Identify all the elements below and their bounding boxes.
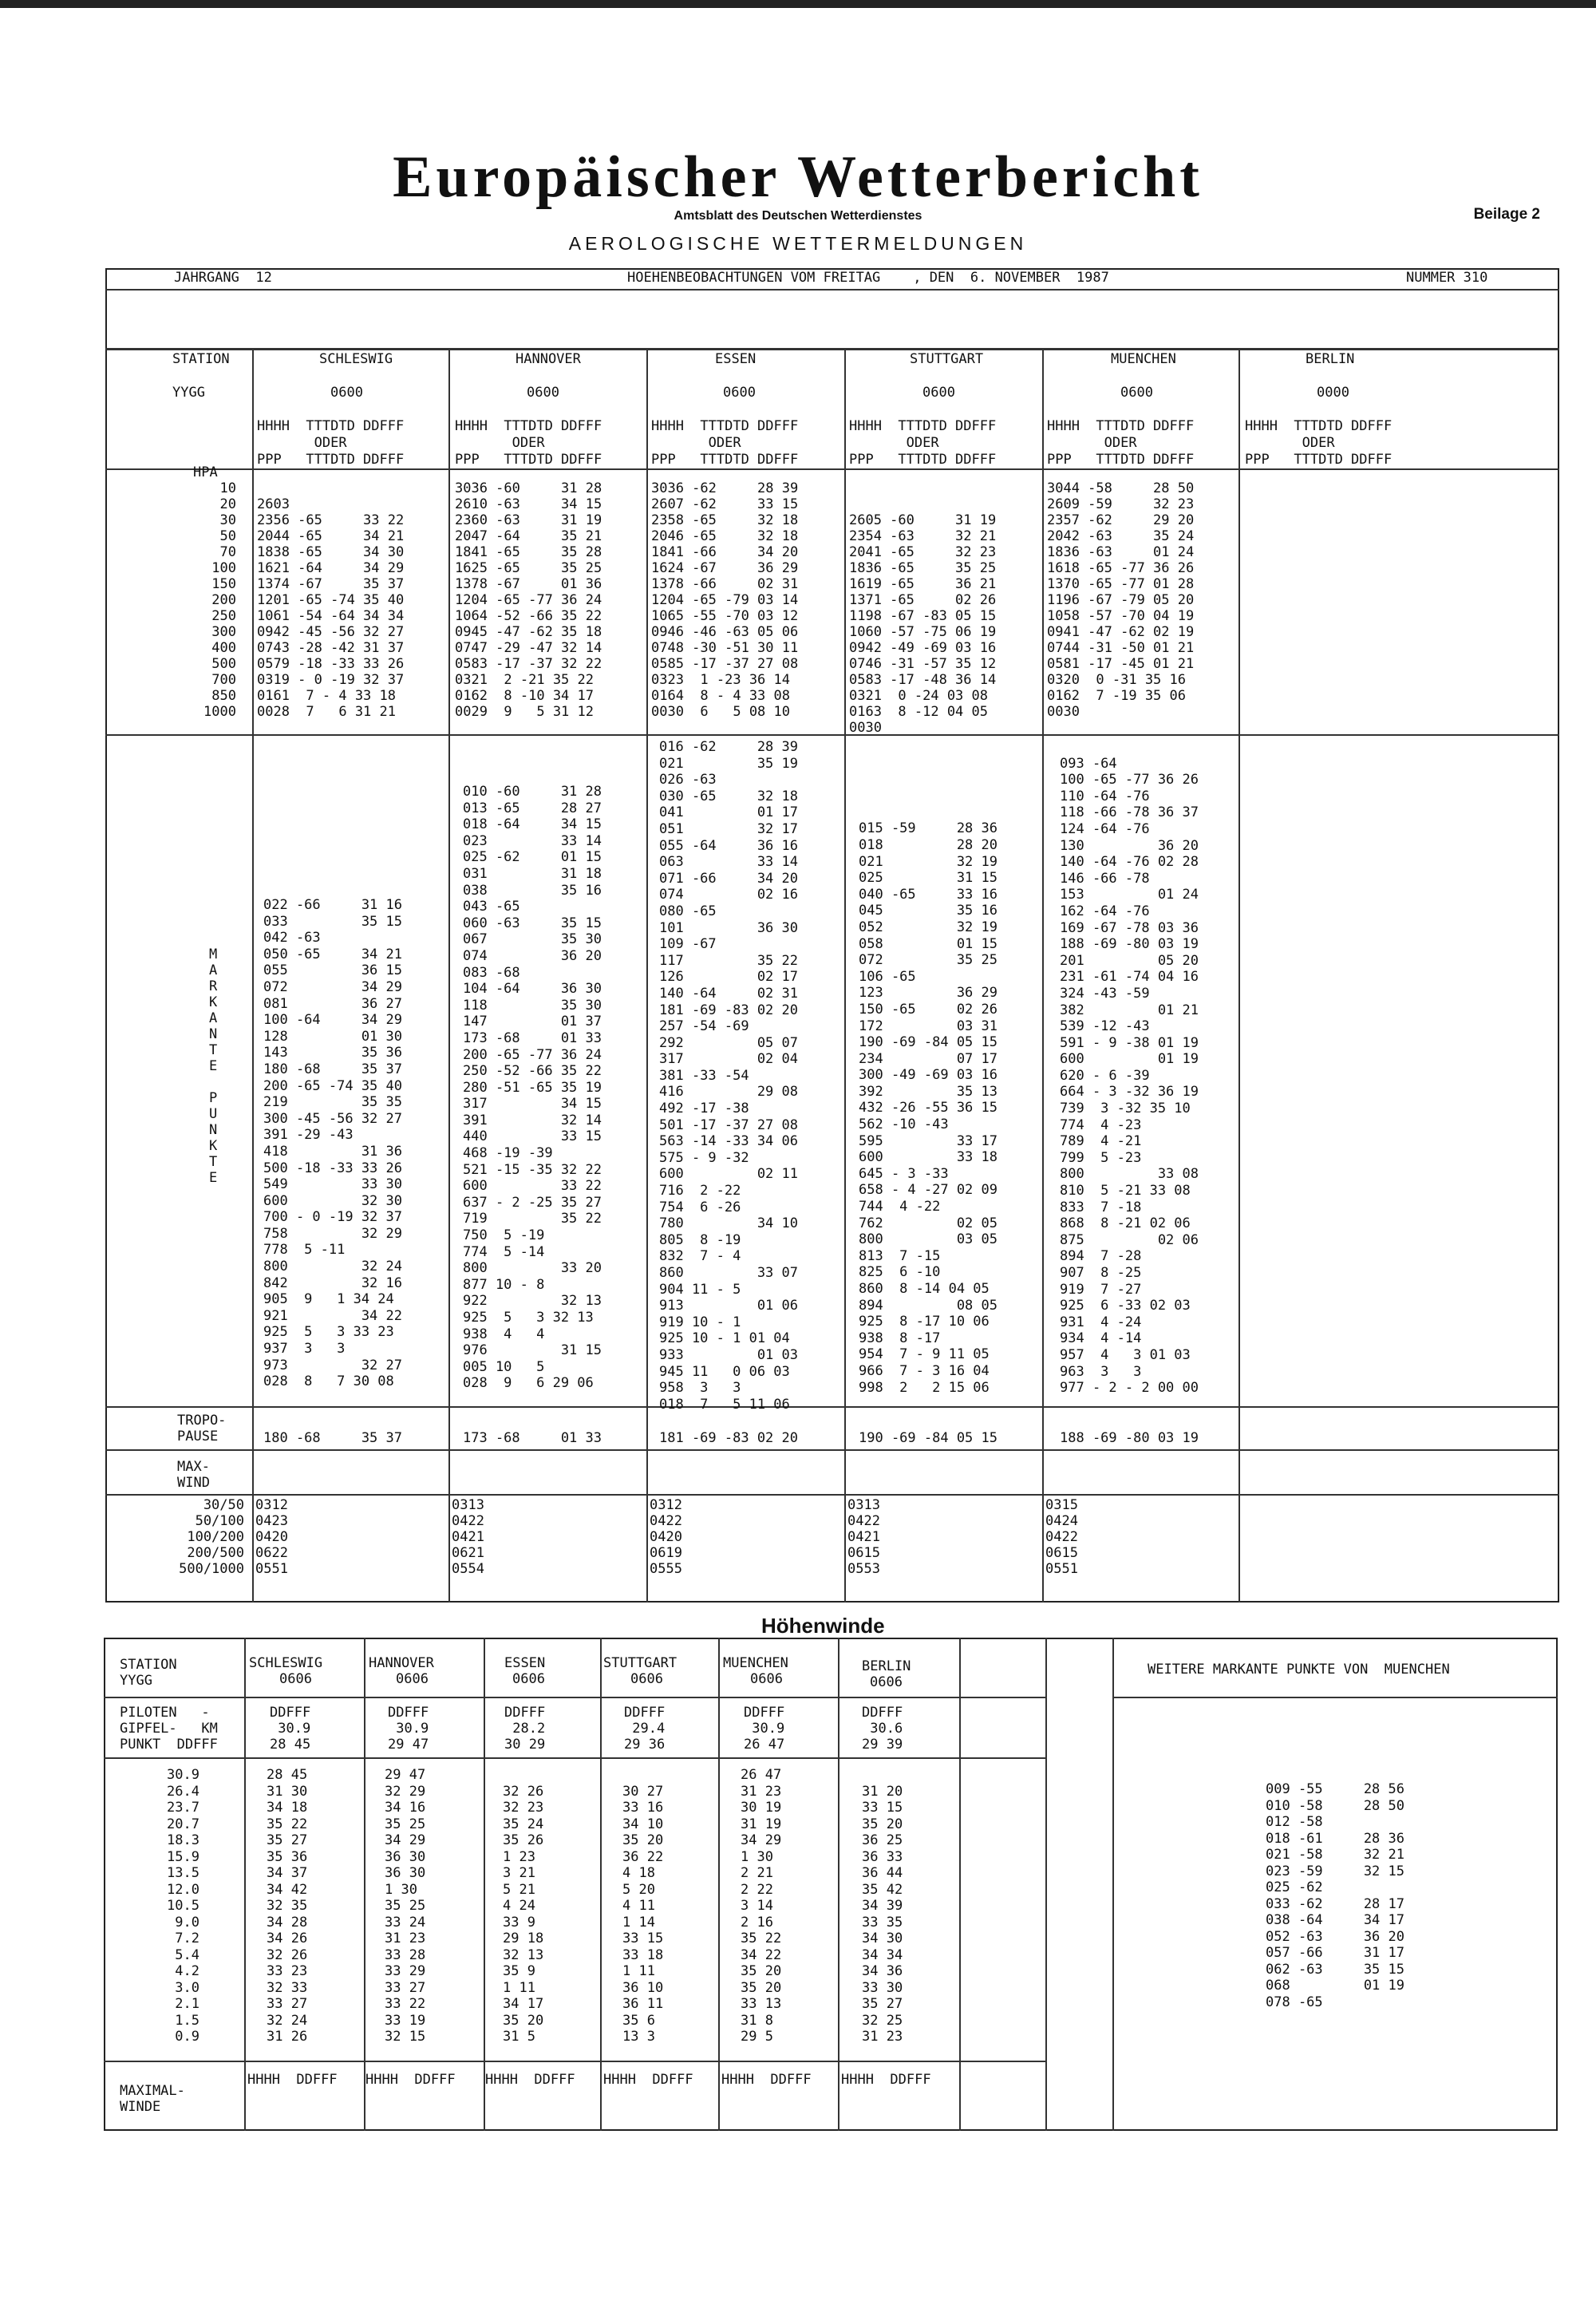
column-heading: HHHH TTTDTD DDFFF ODER PPP TTTDTD DDFFF: [849, 418, 997, 468]
hw-station-name-stuttgart: STUTTGART: [603, 1655, 678, 1671]
hpa-label: HPA: [193, 464, 218, 480]
hw-winds-muenchen: 26 47 31 23 30 19 31 19 34 29 1 30 2 21 2 22 3 14 2 16 35 22 34 22 35 20 35 20 33 13 31 8 29 5: [741, 1767, 782, 2045]
row-divider: [105, 1494, 1559, 1496]
station-time-stuttgart: 0600: [922, 385, 955, 401]
hw-station-name-berlin: BERLIN: [862, 1658, 911, 1674]
yygg-label: YYGG: [172, 385, 205, 401]
hw-station-name-essen: ESSEN: [504, 1655, 546, 1671]
hw-station-time-schleswig: 0606: [279, 1671, 312, 1687]
maxwind-label: MAX- WIND: [177, 1459, 210, 1491]
hw-col-divider: [244, 1638, 246, 2131]
piloten-muenchen: DDFFF 30.9 26 47: [744, 1705, 785, 1753]
hw-winds-hannover: 29 47 32 29 34 16 35 25 34 29 36 30 36 30 1 30 35 25 33 24 31 23 33 28 33 29 33 27 33 22 33 19 32 15: [385, 1767, 426, 2045]
piloten-berlin: DDFFF 30.6 29 39: [862, 1705, 903, 1753]
station-label: STATION: [172, 351, 230, 367]
hw-winds-stuttgart: 30 27 33 16 34 10 35 20 36 22 4 18 5 20 4 11 1 14 33 15 33 18 1 11 36 10 36 11 35 6 13 3: [622, 1783, 664, 2045]
nummer-label: NUMMER 310: [1406, 270, 1488, 286]
piloten-schleswig: DDFFF 30.9 28 45: [270, 1705, 311, 1753]
section-title: AEROLOGISCHE WETTERMELDUNGEN: [568, 233, 1028, 254]
column-heading: HHHH TTTDTD DDFFF ODER PPP TTTDTD DDFFF: [651, 418, 799, 468]
column-heading: HHHH TTTDTD DDFFF ODER PPP TTTDTD DDFFF: [1245, 418, 1393, 468]
row-divider: [105, 1406, 1559, 1408]
station-time-schleswig: 0600: [330, 385, 363, 401]
sig-data-essen: 016 -62 28 39 021 35 19 026 -63 030 -65 32 18 041 01 17 051 32 17 055 -64 36 16 063 33 14 071 -66 34 20 074 02 16 080 -65 101 36 30 109 -67 117 35 22 126 02 17 140 -64 02 31 181 -69 -83 02 20 257 -54 -69 292 05 07 317 02 04 381 -33 -54 416 29 08 492 -17 -38 501 -17 -37 27 08 563 -14 -33 34 06 575 - 9 -32 600 02 11 716 2 -22 754 6 -26 780 34 10 805 8 -19 832 7 - 4 860 33 07 904 11 - 5 913 01 06 919 10 - 1 925 10 - 1 01 04 933 01 03 945 11 0 06 03 958 3 3 018 7 5 11 06: [659, 739, 798, 1413]
std-data-hannover: 3036 -60 31 28 2610 -63 34 15 2360 -63 31 19 2047 -64 35 21 1841 -65 35 28 1625 -65 35 25 1378 -67 01 36 1204 -65 -77 36 24 1064 -52 -66 35 22 0945 -47 -62 35 18 0747 -29 -47 32 14 0583 -17 -37 32 22 0321 2 -21 35 22 0162 8 -10 34 17 0029 9 5 31 12: [455, 480, 602, 720]
tropo-stuttgart: 190 -69 -84 05 15: [859, 1430, 998, 1446]
hw-station-time-essen: 0606: [512, 1671, 545, 1687]
hw-station-name-hannover: HANNOVER: [369, 1655, 434, 1671]
max-head: HHHH DDFFF: [485, 2072, 575, 2088]
col-divider: [252, 348, 254, 1603]
weitere-markante-punkte: 009 -55 28 56 010 -58 28 50 012 -58 018 -61 28 36 021 -58 32 21 023 -59 32 15 025 -62 033 -62 28 17 038 -64 34 17 052 -63 36 20 057 -66 31 17 062 -63 35 15 068 01 19 078 -65: [1266, 1781, 1404, 2010]
row-divider: [105, 1449, 1559, 1451]
shear-schleswig: 0312 0423 0420 0622 0551: [255, 1497, 288, 1577]
sig-data-stuttgart: 015 -59 28 36 018 28 20 021 32 19 025 31 15 040 -65 33 16 045 35 16 052 32 19 058 01 15 072 35 25 106 -65 123 36 29 150 -65 02 26 172 03 31 190 -69 -84 05 15 234 07 17 300 -49 -69 03 16 392 35 13 432 -26 -55 36 15 562 -10 -43 595 33 17 600 33 18 645 - 3 -33 658 - 4 -27 02 09 744 4 -22 762 02 05 800 03 05 813 7 -15 825 6 -10 860 8 -14 04 05 894 08 05 925 8 -17 10 06 938 8 -17 954 7 - 9 11 05 966 7 - 3 16 04 998 2 2 15 06: [859, 820, 998, 1396]
shear-muenchen: 0315 0424 0422 0615 0551: [1045, 1497, 1078, 1577]
piloten-stuttgart: DDFFF 29.4 29 36: [624, 1705, 666, 1753]
hw-station-label: STATION YYGG: [120, 1657, 177, 1689]
observation-date: HOEHENBEOBACHTUNGEN VOM FREITAG , DEN 6. NOVEMBER 1987: [627, 270, 1109, 286]
row-divider: [105, 289, 1559, 290]
hw-col-divider: [959, 1638, 961, 2131]
tropo-muenchen: 188 -69 -80 03 19: [1060, 1430, 1199, 1446]
hw-winds-essen: 32 26 32 23 35 24 35 26 1 23 3 21 5 21 4 24 33 9 29 18 32 13 35 9 1 11 34 17 35 20 31 5: [503, 1783, 544, 2045]
pressure-levels: 10 20 30 50 70 100 150 200 250 300 400 500 700 850 1000: [203, 480, 236, 720]
station-name-essen: ESSEN: [715, 351, 757, 367]
std-data-muenchen: 3044 -58 28 50 2609 -59 32 23 2357 -62 29 20 2042 -63 35 24 1836 -63 01 24 1618 -65 -77 36 26 1370 -65 -77 01 28 1196 -67 -79 05 20 1058 -57 -70 04 19 0941 -47 -62 02 19 0744 -31 -50 01 21 0581 -17 -45 01 21 0320 0 -31 35 16 0162 7 -19 35 06 0030: [1047, 480, 1195, 720]
piloten-label: PILOTEN - GIPFEL- KM PUNKT DDFFF: [120, 1705, 218, 1753]
row-divider: [105, 348, 1559, 350]
max-head: HHHH DDFFF: [603, 2072, 693, 2088]
hw-station-time-muenchen: 0606: [750, 1671, 783, 1687]
weitere-title: WEITERE MARKANTE PUNKTE VON MUENCHEN: [1148, 1662, 1450, 1678]
station-name-hannover: HANNOVER: [516, 351, 581, 367]
markante-punkte-label: M A R K A N T E P U N K T E: [209, 947, 218, 1186]
piloten-hannover: DDFFF 30.9 29 47: [388, 1705, 429, 1753]
max-head: HHHH DDFFF: [365, 2072, 456, 2088]
station-time-muenchen: 0600: [1120, 385, 1153, 401]
max-head: HHHH DDFFF: [247, 2072, 338, 2088]
hw-col-divider: [1045, 1638, 1047, 2131]
hoehenwinde-title: Höhenwinde: [761, 1614, 885, 1638]
piloten-essen: DDFFF 28.2 30 29: [504, 1705, 546, 1753]
col-divider: [844, 348, 846, 1603]
std-data-stuttgart: 2605 -60 31 19 2354 -63 32 21 2041 -65 32 23 1836 -65 35 25 1619 -65 36 21 1371 -65 02 26 1198 -67 -83 05 15 1060 -57 -75 06 19 0942 -49 -69 03 16 0746 -31 -57 35 12 0583 -17 -48 36 14 0321 0 -24 03 08 0163 8 -12 04 05 0030: [849, 512, 997, 736]
shear-labels: 30/50 50/100 100/200 200/500 500/1000: [179, 1497, 244, 1577]
tropo-essen: 181 -69 -83 02 20: [659, 1430, 798, 1446]
column-heading: HHHH TTTDTD DDFFF ODER PPP TTTDTD DDFFF: [257, 418, 405, 468]
tropo-schleswig: 180 -68 35 37: [263, 1430, 402, 1446]
std-data-schleswig: 2603 2356 -65 33 22 2044 -65 34 21 1838 -65 34 30 1621 -64 34 29 1374 -67 35 37 1201 -65 -74 35 40 1061 -54 -64 34 34 0942 -45 -56 32 27 0743 -28 -42 31 37 0579 -18 -33 33 26 0319 - 0 -19 32 37 0161 7 - 4 33 18 0028 7 6 31 21: [257, 496, 405, 720]
jahrgang-label: JAHRGANG 12: [174, 270, 272, 286]
col-divider: [646, 348, 648, 1603]
page-subtitle: Amtsblatt des Deutschen Wetterdienstes: [674, 209, 922, 223]
col-divider: [448, 348, 450, 1603]
hw-heights: 30.9 26.4 23.7 20.7 18.3 15.9 13.5 12.0 10.5 9.0 7.2 5.4 4.2 3.0 2.1 1.5 0.9: [167, 1767, 200, 2045]
column-heading: HHHH TTTDTD DDFFF ODER PPP TTTDTD DDFFF: [455, 418, 602, 468]
tropopause-label: TROPO- PAUSE: [177, 1413, 227, 1444]
shear-hannover: 0313 0422 0421 0621 0554: [452, 1497, 484, 1577]
top-scan-edge: [0, 0, 1596, 8]
max-head: HHHH DDFFF: [841, 2072, 931, 2088]
station-name-schleswig: SCHLESWIG: [319, 351, 393, 367]
sig-data-schleswig: 022 -66 31 16 033 35 15 042 -63 050 -65 34 21 055 36 15 072 34 29 081 36 27 100 -64 34 29 128 01 30 143 35 36 180 -68 35 37 200 -65 -74 35 40 219 35 35 300 -45 -56 32 27 391 -29 -43 418 31 36 500 -18 -33 33 26 549 33 30 600 32 30 700 - 0 -19 32 37 758 32 29 778 5 -11 800 32 24 842 32 16 905 9 1 34 24 921 34 22 925 5 3 33 23 937 3 3 973 32 27 028 8 7 30 08: [263, 897, 402, 1390]
hw-station-time-berlin: 0606: [870, 1674, 903, 1690]
row-divider: [105, 468, 1559, 470]
column-heading: HHHH TTTDTD DDFFF ODER PPP TTTDTD DDFFF: [1047, 418, 1195, 468]
hw-station-name-schleswig: SCHLESWIG: [249, 1655, 323, 1671]
station-name-muenchen: MUENCHEN: [1111, 351, 1176, 367]
sig-data-muenchen: 093 -64 100 -65 -77 36 26 110 -64 -76 118 -66 -78 36 37 124 -64 -76 130 36 20 140 -64 -76 02 28 146 -66 -78 153 01 24 162 -64 -76 169 -67 -78 03 36 188 -69 -80 03 19 201 05 20 231 -61 -74 04 16 324 -43 -59 382 01 21 539 -12 -43 591 - 9 -38 01 19 600 01 19 620 - 6 -39 664 - 3 -32 36 19 739 3 -32 35 10 774 4 -23 789 4 -21 799 5 -23 800 33 08 810 5 -21 33 08 833 7 -18 868 8 -21 02 06 875 02 06 894 7 -28 907 8 -25 919 7 -27 925 6 -33 02 03 931 4 -24 934 4 -14 957 4 3 01 03 963 3 3 977 - 2 - 2 00 00: [1060, 755, 1199, 1397]
max-head: HHHH DDFFF: [721, 2072, 812, 2088]
col-divider: [1042, 348, 1044, 1603]
tropo-hannover: 173 -68 01 33: [463, 1430, 602, 1446]
sig-data-hannover: 010 -60 31 28 013 -65 28 27 018 -64 34 15 023 33 14 025 -62 01 15 031 31 18 038 35 16 043 -65 060 -63 35 15 067 35 30 074 36 20 083 -68 104 -64 36 30 118 35 30 147 01 37 173 -68 01 33 200 -65 -77 36 24 250 -52 -66 35 22 280 -51 -65 35 19 317 34 15 391 32 14 440 33 15 468 -19 -39 521 -15 -35 32 22 600 33 22 637 - 2 -25 35 27 719 35 22 750 5 -19 774 5 -14 800 33 20 877 10 - 8 922 32 13 925 5 3 32 13 938 4 4 976 31 15 005 10 5 028 9 6 29 06: [463, 784, 602, 1392]
hw-winds-berlin: 31 20 33 15 35 20 36 25 36 33 36 44 35 42 34 39 33 35 34 30 34 34 34 36 33 30 35 27 32 25 31 23: [862, 1783, 903, 2045]
station-name-stuttgart: STUTTGART: [910, 351, 984, 367]
hw-col-divider: [1112, 1638, 1114, 2131]
hw-station-time-stuttgart: 0606: [630, 1671, 663, 1687]
page-title: Europäischer Wetterbericht: [393, 144, 1203, 210]
shear-stuttgart: 0313 0422 0421 0615 0553: [847, 1497, 880, 1577]
station-time-essen: 0600: [723, 385, 756, 401]
hw-station-name-muenchen: MUENCHEN: [723, 1655, 788, 1671]
hw-col-divider: [718, 1638, 720, 2131]
beilage-label: Beilage 2: [1473, 206, 1540, 223]
std-data-essen: 3036 -62 28 39 2607 -62 33 15 2358 -65 32 18 2046 -65 32 18 1841 -66 34 20 1624 -67 36 29 1378 -66 02 31 1204 -65 -79 03 14 1065 -55 -70 03 12 0946 -46 -63 05 06 0748 -30 -51 30 11 0585 -17 -37 27 08 0323 1 -23 36 14 0164 8 - 4 33 08 0030 6 5 08 10: [651, 480, 799, 720]
row-divider: [105, 734, 1559, 736]
hw-winds-schleswig: 28 45 31 30 34 18 35 22 35 27 35 36 34 37 34 42 32 35 34 28 34 26 32 26 33 23 32 33 33 27 32 24 31 26: [267, 1767, 308, 2045]
col-divider: [1238, 348, 1240, 1603]
station-time-berlin: 0000: [1317, 385, 1349, 401]
hw-row-divider: [1112, 1697, 1558, 1698]
hw-col-divider: [600, 1638, 602, 2131]
hw-station-time-hannover: 0606: [396, 1671, 429, 1687]
station-name-berlin: BERLIN: [1306, 351, 1355, 367]
hw-col-divider: [838, 1638, 839, 2131]
maximal-winde-label: MAXIMAL- WINDE: [120, 2083, 185, 2115]
shear-essen: 0312 0422 0420 0619 0555: [650, 1497, 682, 1577]
station-time-hannover: 0600: [527, 385, 559, 401]
hw-col-divider: [484, 1638, 485, 2131]
hw-col-divider: [364, 1638, 365, 2131]
